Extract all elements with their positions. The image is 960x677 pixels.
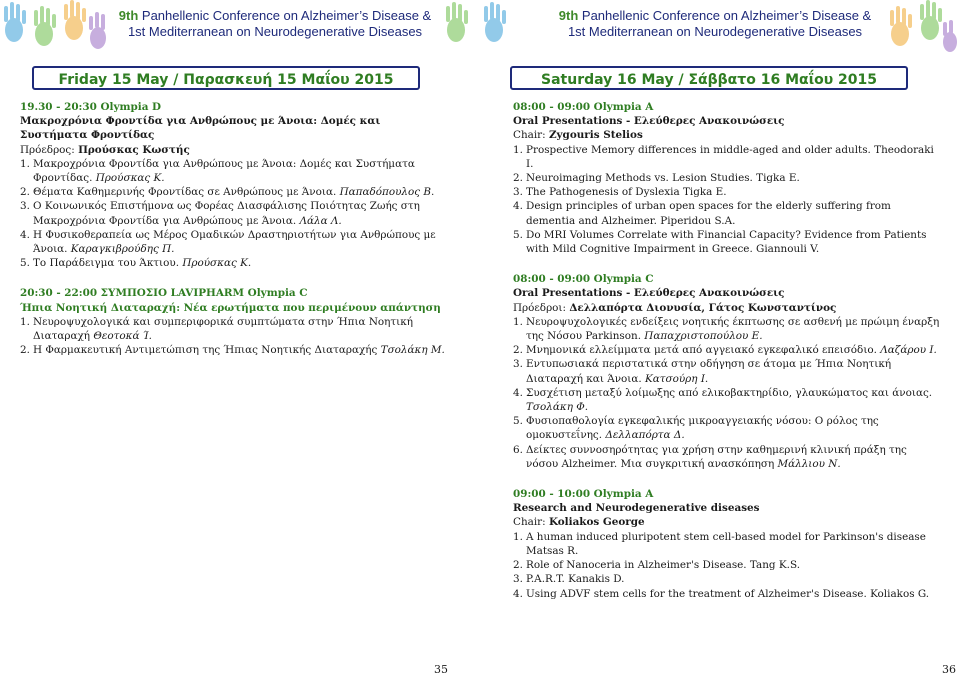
item-title: A human induced pluripotent stem cell-based model for Parkinson's disease Matsas R. [526,530,926,557]
page-number: 35 [434,663,448,676]
edition-number: 9th [558,8,579,23]
item-text [526,530,941,558]
session-title: 08:00 - 09:00 Olympia A [513,101,654,113]
chair-name: Δελλαπόρτα Διονυσία, Γάτος Κωνσταντίνος [569,301,837,314]
item-text [526,386,941,414]
item-number: 4. [20,228,30,241]
item-author: Θεοτοκά Ί. [93,330,152,343]
presentation-item [513,572,941,586]
presentation-item [20,343,446,357]
item-number: 2. [513,344,523,357]
presentation-item [20,199,446,227]
chair-name: Koliakos George [548,516,645,529]
presentation-item [513,443,941,471]
item-number: 3. [513,573,523,586]
item-number: 4. [513,200,523,213]
day-banner: Saturday 16 May / Σάββατο 16 Μαΐου 2015 [510,66,908,90]
presentation-item [513,414,941,442]
session-title: 20:30 - 22:00 ΣΥΜΠΟΣΙΟ LAVIPHARM Olympia C [20,287,308,300]
item-number: 2. [513,559,523,572]
item-text [33,185,446,199]
session-chair [513,515,941,529]
item-title: Prospective Memory differences in middle-aged and older adults. Theodoraki I. [526,143,934,170]
item-text [33,228,446,256]
session-title: 08:00 - 09:00 Olympia C [513,273,654,286]
item-author: Κατσούρη Ι. [644,372,709,385]
item-title: Η Φαρμακευτική Αντιμετώπιση της Ήπιας Νοητικής Διαταραχής [33,344,381,357]
item-title: The Pathogenesis of Dyslexia Tigka E. [526,186,727,199]
session-subtitle: Oral Presentations - Ελεύθερες Ανακοινώσεις [513,115,785,128]
item-title: Role of Nanoceria in Alzheimer's Disease. Tang K.S. [526,559,800,572]
session-title: 19.30 - 20:30 Olympia D [20,101,162,113]
item-title: Φυσιοπαθολογία εγκεφαλικής μικροαγγειακής νόσου: Ο ρόλος της ομοκυστεΐνης. [526,415,879,442]
session-spacer [20,270,446,286]
chair-name: Zygouris Stelios [548,129,643,142]
presentation-item [513,386,941,414]
item-author: Λαζάρου Ι. [880,344,937,357]
item-text [526,185,941,199]
presentation-item [513,315,941,343]
item-title: Design principles of urban open spaces for the elderly suffering from dementia and Alzheimer. Piperidou S.A. [526,200,891,227]
conference-title: Panhellenic Conference on Alzheimer’s Disease & [138,8,432,23]
item-number: 1. [513,143,523,156]
item-text [526,315,941,343]
item-title: Ο Κοινωνικός Επιστήμονα ως Φορέας Διασφάλισης Ποιότητας Ζωής στη Μακροχρόνια Φροντίδα για Ανθρώπους με Άνοια. [33,200,420,227]
session-spacer [513,256,941,272]
item-author: Καραγκιβρούδης Π. [70,243,175,256]
presentation-item [513,228,941,256]
item-author: Παπαχριστοπούλου Ε. [644,330,763,343]
item-number: 1. [513,315,523,328]
presentation-item [20,228,446,256]
item-title: P.A.R.T. Kanakis D. [526,573,625,586]
item-title: Δείκτες συννοσηρότητας για χρήση στην καθημερινή κλινική πράξη της νόσου Alzheimer. Μια συγκριτική ανασκόπηση [526,443,907,470]
item-number: 3. [20,200,30,213]
conference-subtitle: 1st Mediterranean on Neurodegenerative Diseases [127,24,423,39]
conference-header [500,8,930,40]
item-number: 2. [20,344,30,357]
item-text [33,199,446,227]
item-number: 2. [513,172,523,185]
item-author: Τσολάκη Μ. [380,344,445,357]
item-title: Μακροχρόνια Φροντίδα για Ανθρώπους με Άνοια: Δομές και Συστήματα Φροντίδας. [33,157,415,185]
item-number: 5. [513,228,523,241]
item-number: 5. [513,415,523,428]
presentation-item [513,530,941,558]
item-number: 4. [513,386,523,399]
item-number: 3. [513,358,523,371]
presentation-item [513,343,941,357]
presentation-item [513,558,941,572]
session-subtitle: Research and Neurodegenerative diseases [513,502,760,515]
page-number: 36 [942,663,956,676]
chair-label: Πρόεδροι: [513,301,570,314]
program-column [20,100,446,357]
presentation-item [513,185,941,199]
chair-label: Chair: [513,516,549,529]
session-chair [513,301,941,315]
session-spacer [513,471,941,487]
item-title: Neuroimaging Methods vs. Lesion Studies. Tigka E. [526,172,800,185]
program-column [513,100,941,601]
session-chair [513,128,941,142]
item-author: Λάλα Λ. [299,214,342,227]
item-title: Εντυπωσιακά περιστατικά στην οδήγηση σε άτομα με Ήπια Νοητική Διαταραχή και Άνοια. [526,358,892,385]
item-text [526,171,941,185]
item-text [526,357,941,385]
conference-header [110,8,440,40]
item-author: Προύσκας Κ. [182,257,252,270]
item-text [33,315,446,343]
presentation-item [513,587,941,601]
conference-subtitle: 1st Mediterranean on Neurodegenerative Diseases [567,24,863,39]
item-number: 4. [513,587,523,600]
session-subtitle: Μακροχρόνια Φροντίδα για Ανθρώπους με Άνοια: Δομές και Συστήματα Φροντίδας [20,115,381,142]
item-text [526,228,941,256]
item-author: Δελλαπόρτα Δ. [605,429,685,442]
item-number: 2. [20,186,30,199]
item-text [526,572,941,586]
item-text [526,414,941,442]
item-number: 3. [513,186,523,199]
chair-label: Chair: [513,129,549,142]
item-text [33,157,446,185]
session-chair [20,143,446,157]
edition-number: 9th [118,8,139,23]
presentation-item [513,199,941,227]
item-text [526,143,941,171]
item-title: Η Φυσικοθεραπεία ως Μέρος Ομαδικών Δραστηριοτήτων για Ανθρώπους με Άνοια. [33,228,436,256]
item-text [526,587,941,601]
item-text [526,343,941,357]
item-author: Παπαδόπουλος Β. [339,186,435,199]
item-title: Do MRI Volumes Correlate with Financial Capacity? Evidence from Patients with Mild Cognitive Impairment in Greece. Giannouli V. [526,228,927,256]
chair-label: Πρόεδρος: [20,143,79,156]
conference-title: Panhellenic Conference on Alzheimer’s Disease & [578,8,872,23]
item-number: 6. [513,443,523,456]
presentation-item [20,256,446,270]
item-number: 1. [513,530,523,543]
item-title: Μνημονικά ελλείμματα μετά από αγγειακό εγκεφαλικό επεισόδιο. [526,344,881,357]
item-text [526,443,941,471]
session-subtitle: Oral Presentations - Ελεύθερες Ανακοινώσεις [513,287,785,300]
item-text [526,558,941,572]
item-author: Προύσκας Κ. [95,172,165,185]
item-title: Νευροψυχολογικές ενδείξεις νοητικής έκπτωσης σε ασθενή με πρώιμη έναρξη της Νόσου Parkinson. [526,315,940,343]
session-subtitle: Ήπια Νοητική Διαταραχή: Νέα ερωτήματα που περιμένουν απάντηση [20,301,441,314]
item-number: 1. [20,315,30,328]
chair-name: Προύσκας Κωστής [78,143,190,156]
item-author: Μάλλιου Ν. [777,457,841,470]
item-title: Νευροψυχολογικά και συμπεριφορικά συμπτώματα στην Ήπια Νοητική Διαταραχή [33,315,413,343]
presentation-item [20,315,446,343]
session-title: 09:00 - 10:00 Olympia A [513,488,654,501]
presentation-item [513,357,941,385]
item-number: 1. [20,157,30,170]
item-text [526,199,941,227]
item-author: Τσολάκη Φ. [526,401,589,414]
item-number: 5. [20,257,30,270]
item-title: Το Παράδειγμα του Άκτιου. [33,257,183,270]
presentation-item [20,157,446,185]
presentation-item [513,171,941,185]
presentation-item [513,143,941,171]
item-title: Using ADVF stem cells for the treatment of Alzheimer's Disease. Koliakos G. [526,587,930,600]
day-banner: Friday 15 May / Παρασκευή 15 Μαΐου 2015 [32,66,420,90]
item-text [33,256,446,270]
presentation-item [20,185,446,199]
item-text [33,343,446,357]
item-title: Θέματα Καθημερινής Φροντίδας σε Ανθρώπους με Άνοια. [33,186,340,199]
item-title: Συσχέτιση μεταξύ λοίμωξης από ελικοβακτηρίδιο, γλαυκώματος και άνοιας. [526,386,933,399]
right-page [480,0,960,677]
